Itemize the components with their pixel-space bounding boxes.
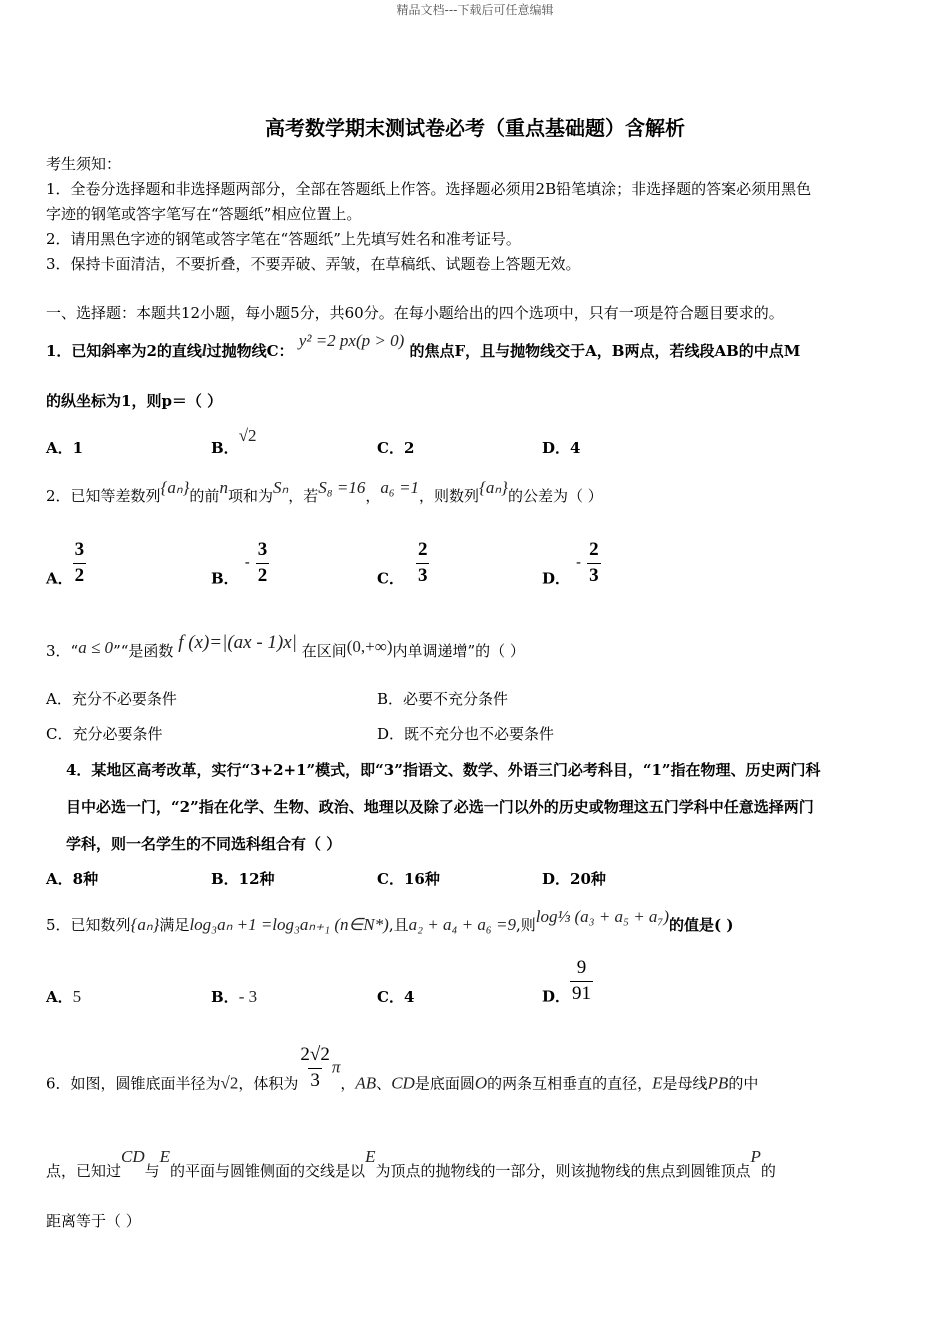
q1-option-a: A．1 bbox=[46, 439, 84, 457]
q3-option-b: B．必要不充分条件 bbox=[377, 690, 509, 708]
question-6-line-3: 距离等于（ ） bbox=[46, 1212, 141, 1230]
q5-formula-2: a₂ + a₄ + a₆ =9 bbox=[408, 915, 516, 934]
q1-text-b: 过抛物线C： bbox=[206, 342, 294, 360]
q4-option-c: C．16种 bbox=[377, 870, 440, 888]
q3-function: f (x)=|(ax - 1)x| bbox=[178, 632, 297, 653]
q5-sequence: {aₙ} bbox=[130, 915, 160, 934]
q3-option-c: C．充分必要条件 bbox=[46, 725, 163, 743]
q2-sequence: {aₙ} bbox=[160, 478, 190, 497]
q5-formula-1: log₃aₙ +1 =log₃aₙ₊₁ (n∈N*) bbox=[189, 915, 389, 934]
q5-option-d: D． $\frac{9}{91}$ bbox=[542, 957, 592, 1006]
question-3-line-1: 3．“a ≤ 0”“是函数 f (x)=|(ax - 1)x| 在区间(0,+∞)内单调递增”的（ ） bbox=[46, 632, 525, 660]
notice-line-2: 2．请用黑色字迹的钢笔或答字笔在“答题纸”上先填写姓名和准考证号。 bbox=[46, 230, 521, 248]
question-4-line-3: 学科，则一名学生的不同选科组合有（ ） bbox=[66, 835, 342, 853]
q2-text-c: 项和为 bbox=[227, 487, 273, 505]
q2-option-d: D．- $\frac{2}{3}$ bbox=[542, 539, 599, 588]
q3-interval: (0,+∞) bbox=[346, 637, 393, 656]
q2-s8: S₈ =16 bbox=[318, 478, 366, 497]
notice-heading: 考生须知： bbox=[46, 155, 122, 173]
q4-option-d: D．20种 bbox=[542, 870, 606, 888]
q2-text-e: ，则数列 bbox=[419, 487, 480, 505]
q4-option-a: A．8种 bbox=[46, 870, 99, 888]
question-4-line-2: 目中必选一门，“2”指在化学、生物、政治、地理以及除了必选一门以外的历史或物理这五门学科中任意选择两门 bbox=[66, 798, 814, 816]
q1-text-a: 1．已知斜率为2的直线 bbox=[46, 342, 202, 360]
notice-line-3: 3．保持卡面清洁，不要折叠，不要弄破、弄皱，在草稿纸、试题卷上答题无效。 bbox=[46, 255, 581, 273]
question-4-line-1: 4．某地区高考改革，实行“3+2+1”模式，即“3”指语文、数学、外语三门必考科目，“1”指在物理、历史两门科 bbox=[66, 761, 821, 779]
q1-line-symbol: l bbox=[201, 341, 207, 360]
q3-condition: a ≤ 0 bbox=[78, 638, 114, 657]
q2-text-a: 2．已知等差数列 bbox=[46, 487, 161, 505]
q2-n: n bbox=[219, 478, 228, 497]
question-6-line-2: 点，已知过CD与E的平面与圆锥侧面的交线是以E为顶点的抛物线的一部分，则该抛物线的焦点到圆锥顶点P的 bbox=[46, 1147, 776, 1180]
q3-option-a: A．充分不必要条件 bbox=[46, 690, 177, 708]
q1-option-b: B．√2 bbox=[211, 426, 257, 457]
q6-volume: $\frac{2√2}{3}$ bbox=[300, 1044, 330, 1091]
q2-sequence-2: {aₙ} bbox=[479, 478, 508, 497]
q2-option-a: A． $\frac{3}{2}$ bbox=[46, 539, 85, 588]
q1-option-c: C．2 bbox=[377, 439, 415, 457]
q2-text-f: 的公差为（ ） bbox=[507, 487, 603, 505]
q2-sn: Sₙ bbox=[272, 478, 289, 497]
question-6-line-1: 6．如图，圆锥底面半径为√2，体积为 $\frac{2√2}{3}$ π，AB、CD是底面圆O的两条互相垂直的直径，E是母线PB的中 bbox=[46, 1044, 759, 1093]
q2-option-c: C． $\frac{2}{3}$ bbox=[377, 539, 428, 588]
notice-line-1a: 1．全卷分选择题和非选择题两部分，全部在答题纸上作答。选择题必须用2B铅笔填涂；非选择题的答案必须用黑色 bbox=[46, 180, 812, 198]
question-1-line-2: 的纵坐标为1，则p＝（ ） bbox=[46, 392, 223, 410]
q1-text-c: 的焦点F，且与抛物线交于A，B两点，若线段AB的中点M bbox=[409, 342, 801, 360]
question-5-line-1: 5．已知数列{aₙ}满足log₃aₙ +1 =log₃aₙ₊₁ (n∈N*),且a₂ + a₄ + a₆ =9,则log⅓ (a₃ + a₅ + a₇)的值是( ) bbox=[46, 907, 734, 934]
q1-option-d: D．4 bbox=[542, 439, 581, 457]
q5-option-b: B．- 3 bbox=[211, 987, 258, 1006]
q2-option-b: B．- $\frac{3}{2}$ bbox=[211, 539, 268, 588]
page-title: 高考数学期末测试卷必考（重点基础题）含解析 bbox=[265, 116, 685, 140]
q2-a6: a₆ =1 bbox=[380, 478, 420, 497]
q3-option-d: D．既不充分也不必要条件 bbox=[377, 725, 555, 743]
q1-parabola-formula: y² =2 px(p > 0) bbox=[298, 331, 405, 350]
q2-text-b: 的前 bbox=[189, 487, 220, 505]
q5-formula-3: log⅓ (a₃ + a₅ + a₇) bbox=[535, 907, 670, 926]
q5-option-c: C．4 bbox=[377, 988, 415, 1006]
question-1-line-1 bbox=[46, 331, 801, 361]
q2-text-d: ，若 bbox=[288, 487, 319, 505]
q4-option-b: B．12种 bbox=[211, 870, 275, 888]
section-heading: 一、选择题：本题共12小题，每小题5分，共60分。在每小题给出的四个选项中，只有一项是符合题目要求的。 bbox=[46, 304, 784, 322]
q5-option-a: A．5 bbox=[46, 987, 82, 1006]
header-note: 精品文档---下载后可任意编辑 bbox=[396, 3, 554, 17]
question-2-line-1: 2．已知等差数列{aₙ}的前n项和为Sₙ，若S₈ =16，a₆ =1，则数列{aₙ}的公差为（ ） bbox=[46, 478, 603, 505]
notice-line-1b: 字迹的钢笔或答字笔写在“答题纸”相应位置上。 bbox=[46, 205, 362, 223]
q6-radius: √2 bbox=[220, 1073, 239, 1093]
